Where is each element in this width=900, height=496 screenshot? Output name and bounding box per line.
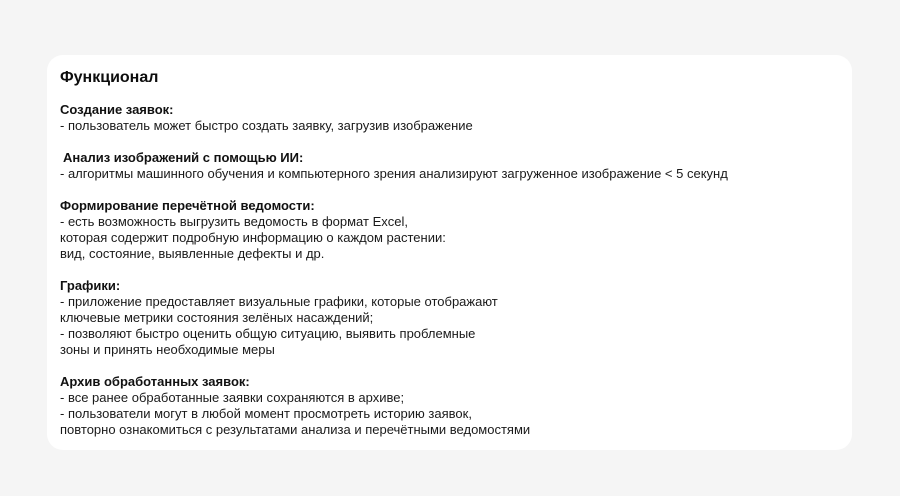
section-line: - алгоритмы машинного обучения и компьютерного зрения анализируют загруженное изображение < 5 секунд <box>60 166 728 181</box>
card-title: Функционал <box>60 69 159 86</box>
section-heading: Архив обработанных заявок: <box>60 374 250 389</box>
section-line: вид, состояние, выявленные дефекты и др. <box>60 246 325 261</box>
section-heading: Формирование перечётной ведомости: <box>60 198 315 213</box>
section-heading: Анализ изображений с помощью ИИ: <box>63 150 304 165</box>
section-line: - приложение предоставляет визуальные графики, которые отображают <box>60 294 498 309</box>
section-ai-analysis <box>60 150 852 182</box>
section-line: - пользователь может быстро создать заявку, загрузив изображение <box>60 118 473 133</box>
section-line: - все ранее обработанные заявки сохраняются в архиве; <box>60 390 405 405</box>
section-line: ключевые метрики состояния зелёных насаждений; <box>60 310 374 325</box>
section-archive <box>60 374 852 438</box>
section-line: - позволяют быстро оценить общую ситуацию, выявить проблемные <box>60 326 476 341</box>
section-heading: Графики: <box>60 278 121 293</box>
section-line: которая содержит подробную информацию о каждом растении: <box>60 230 446 245</box>
section-create-requests <box>60 102 852 134</box>
section-inventory-sheet <box>60 198 852 262</box>
section-line: повторно ознакомиться с результатами анализа и перечётными ведомостями <box>60 422 531 437</box>
section-line: - пользователи могут в любой момент просмотреть историю заявок, <box>60 406 472 421</box>
features-card <box>47 55 852 450</box>
section-line: - есть возможность выгрузить ведомость в формат Excel, <box>60 214 408 229</box>
section-line: зоны и принять необходимые меры <box>60 342 275 357</box>
section-heading: Создание заявок: <box>60 102 174 117</box>
section-charts <box>60 278 852 358</box>
